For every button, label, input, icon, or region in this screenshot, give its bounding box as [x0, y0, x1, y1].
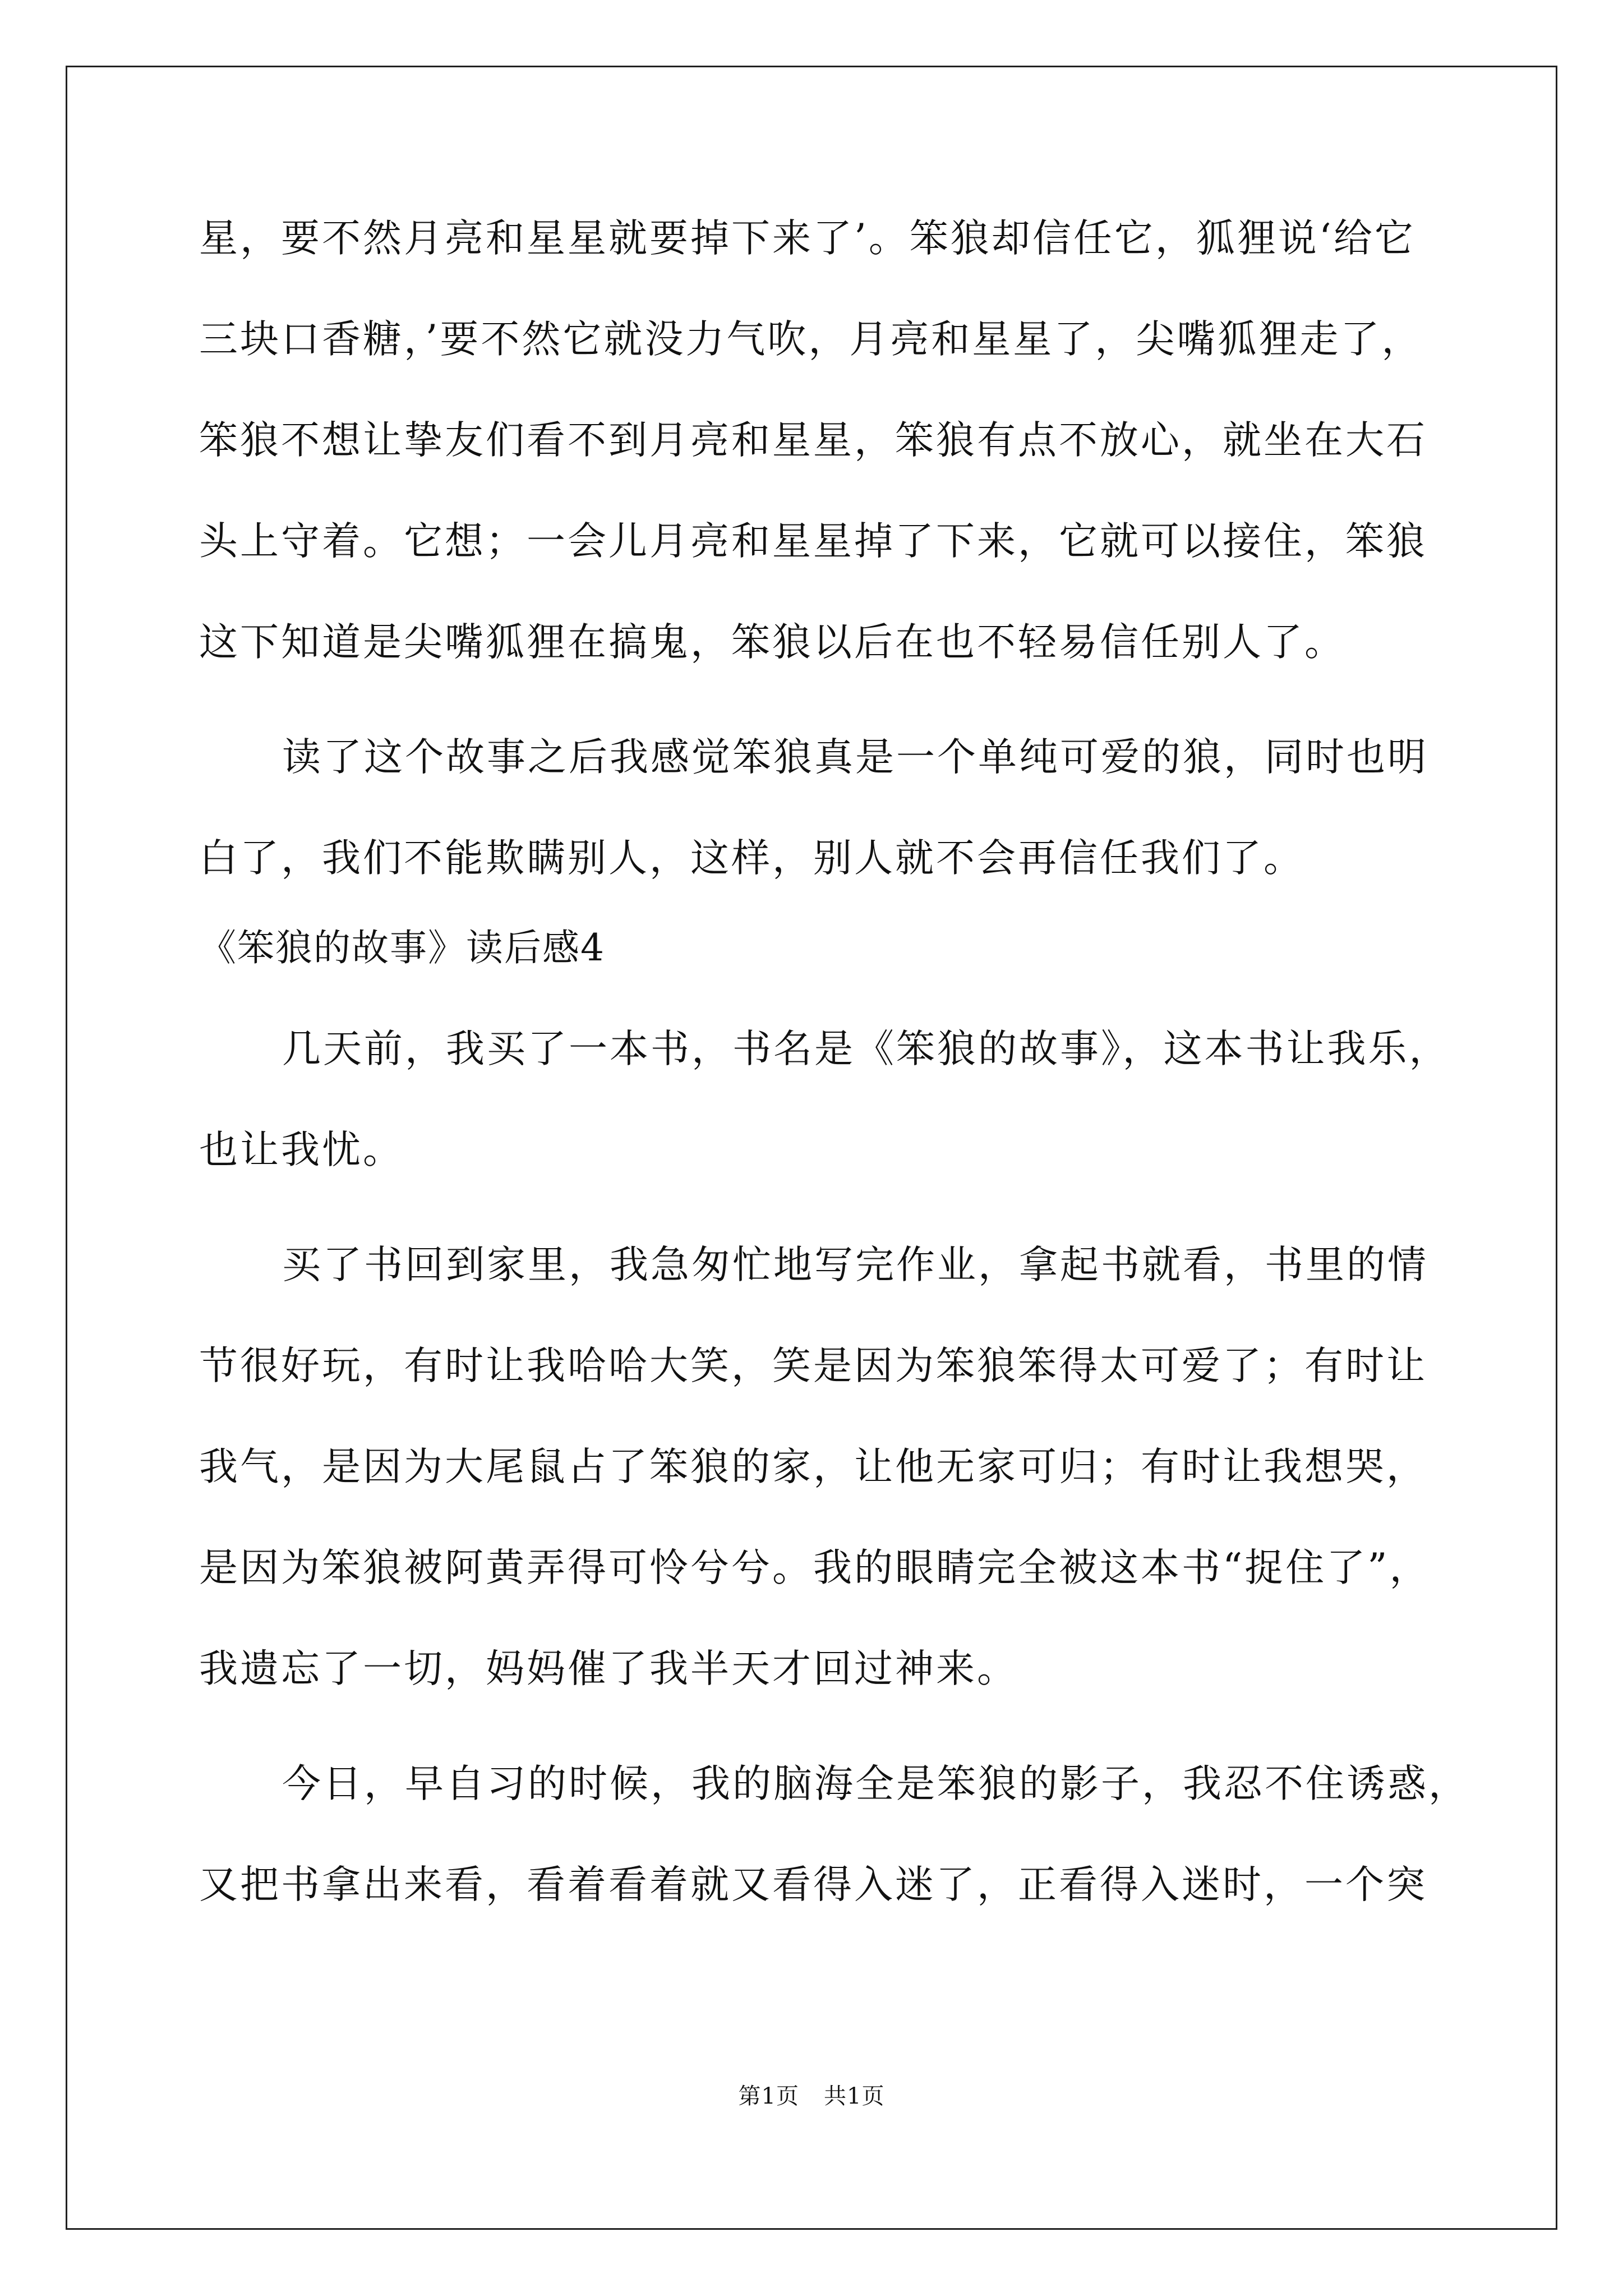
page-number: 第1页 [738, 2083, 799, 2109]
text-line: 头上守着。它想；一会儿月亮和星星掉了下来，它就可以接住，笨狼 [199, 519, 1427, 564]
paragraph-start-line: 几天前，我买了一本书，书名是《笨狼的故事》，这本书让我乐， [282, 1027, 1450, 1071]
page-total: 共1页 [824, 2083, 885, 2109]
text-line: 也让我忧。 [199, 1128, 404, 1172]
paragraph-start-line: 读了这个故事之后我感觉笨狼真是一个单纯可爱的狼，同时也明 [282, 735, 1428, 780]
text-line: 又把书拿出来看，看着看着就又看得入迷了，正看得入迷时，一个突 [199, 1862, 1427, 1907]
text-line: 是因为笨狼被阿黄弄得可怜兮兮。我的眼睛完全被这本书“捉住了”， [199, 1545, 1431, 1590]
text-line: 节很好玩，有时让我哈哈大笑，笑是因为笨狼笨得太可爱了；有时让 [199, 1343, 1427, 1388]
page-footer [0, 2082, 1623, 2110]
text-line: 我遗忘了一切，妈妈催了我半天才回过神来。 [199, 1646, 1018, 1691]
text-line: 星，要不然月亮和星星就要掉下来了’。笨狼却信任它，狐狸说‘给它 [199, 216, 1415, 261]
text-line: 白了，我们不能欺瞒别人，这样，别人就不会再信任我们了。 [199, 836, 1304, 881]
text-line: 我气，是因为大尾鼠占了笨狼的家，让他无家可归；有时让我想哭， [199, 1444, 1427, 1489]
text-line: 这下知道是尖嘴狐狸在搞鬼，笨狼以后在也不轻易信任别人了。 [199, 620, 1345, 665]
text-line: 笨狼不想让挚友们看不到月亮和星星，笨狼有点不放心，就坐在大石 [199, 418, 1427, 463]
text-line: 三块口香糖，’要不然它就没力气吹，月亮和星星了，尖嘴狐狸走了， [199, 317, 1423, 362]
section-heading: 《笨狼的故事》读后感4 [199, 926, 605, 969]
paragraph-start-line: 买了书回到家里，我急匆忙地写完作业，拿起书就看，书里的情 [282, 1243, 1428, 1287]
paragraph-start-line: 今日，早自习的时候，我的脑海全是笨狼的影子，我忍不住诱惑， [282, 1761, 1469, 1806]
